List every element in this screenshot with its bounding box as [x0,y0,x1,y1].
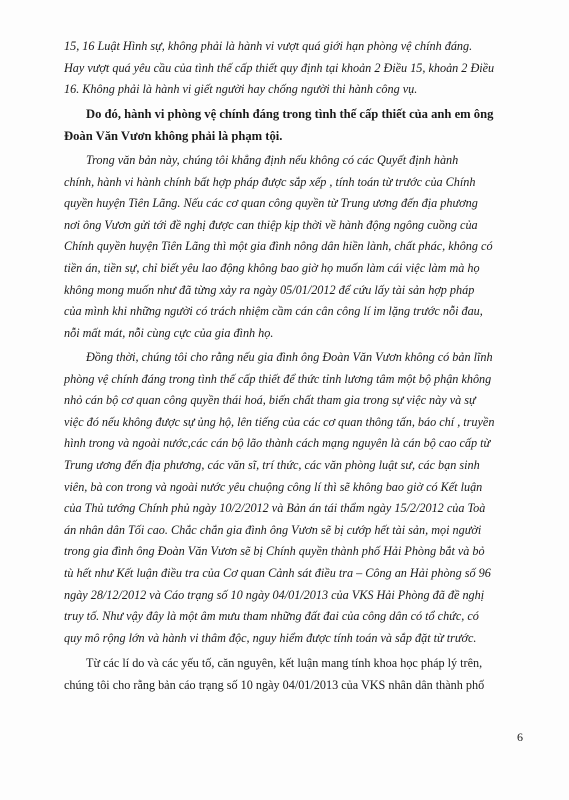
conclusion-statement [64,104,526,147]
text-line: tù hết như Kết luận điều tra của Cơ quan Cảnh sát điều tra – Công an Hải phòng số 96 [64,565,491,580]
paragraph-reasons [64,653,526,696]
text-line: truy tố. Như vậy đây là một âm mưu tham những đất đai của công dân có tổ chức, có [64,609,479,624]
text-line: chúng tôi cho rằng bản cáo trạng số 10 ngày 04/01/2013 của VKS nhân dân thành phố [64,677,485,692]
text-line: nơi ông Vươn gửi tới đề nghị được can thiệp kịp thời về hành động ngông cuồng của [64,217,478,232]
text-line: Trung ương đến địa phương, các văn sĩ, trí thức, các văn phòng luật sư, các bạn sinh [64,457,480,472]
text-line: việc đó nếu không được sự ủng hộ, lên tiếng của các cơ quan thông tấn, báo chí , truyền [64,414,495,429]
text-line: không mong muốn như đã từng xảy ra ngày 05/01/2012 để cứu lấy tài sản hợp pháp [64,282,475,297]
text-line: trong gia đình ông Đoàn Văn Vươn sẽ bị Chính quyền thành phố Hải Phòng bắt và bỏ [64,544,485,559]
text-line: của mình khi những người có trách nhiệm cầm cán cân công lí im lặng trước nỗi đau, [64,304,483,319]
text-line: 16. Không phải là hành vi giết người hay chống người thi hành công vụ. [64,82,418,97]
text-line: Đoàn Văn Vươn không phải là phạm tội. [64,128,283,143]
text-line: Đồng thời, chúng tôi cho rằng nếu gia đình ông Đoàn Văn Vươn không có bản lĩnh [86,350,493,364]
text-line: phòng vệ chính đáng trong tình thế cấp thiết để thức tỉnh lương tâm một bộ phận không [64,371,492,386]
text-line: viên, bà con trong và ngoài nước yêu chuộng công lí thì sẽ không bao giờ có Kết luận [64,479,483,494]
text-line: của Thủ tướng Chính phủ ngày 10/2/2012 và Bản án tái thẩm ngày 15/2/2012 của Toà [64,501,486,516]
page-number: 6 [517,730,523,744]
text-line: nhỏ cán bộ cơ quan công quyền thái hoá, biến chất tham gia trong sự việc này và sự [64,393,476,408]
block-article-reference [64,36,526,101]
text-line: Trong văn bản này, chúng tôi khẳng định nếu không có các Quyết định hành [86,153,459,167]
text-line: Do đó, hành vi phòng vệ chính đáng trong tình thế cấp thiết của anh em ông [86,107,494,121]
text-line: nỗi mất mát, nỗi cùng cực của gia đình họ. [64,325,274,340]
text-line: ngày 28/12/2012 và Cáo trạng số 10 ngày 04/01/2013 của VKS Hải Phòng đã đề nghị [64,587,485,602]
text-line: tiền án, tiền sự, chỉ biết yêu lao động không bao giờ họ muốn làm cái việc làm mà họ [64,260,480,275]
text-line: chính, hành vi hành chính bất hợp pháp được sắp xếp , tính toán từ trước của Chính [64,174,476,189]
text-line: quy mô rộng lớn và hành vi thâm độc, nguy hiểm được tính toán và sắp đặt từ trước. [64,630,477,645]
text-line: quyền huyện Tiên Lãng. Nếu các cơ quan công quyền từ Trung ương đến địa phương [64,196,478,211]
text-line: án nhân dân Tối cao. Chắc chắn gia đình ông Vươn sẽ bị cướp hết tài sản, mọi người [64,522,482,537]
text-line: Hay vượt quá yêu cầu của tình thế cấp thiết quy định tại khoản 2 Điều 15, khoản 2 Điều [64,60,495,75]
text-line: Chính quyền huyện Tiên Lãng thì một gia đình nông dân hiền lành, chất phác, không có [64,239,493,254]
text-line: hình trong và ngoài nước,các cán bộ lão thành cách mạng nguyên là cán bộ cao cấp từ [64,436,491,451]
paragraph-simultaneously [64,347,526,649]
text-line: Từ các lí do và các yếu tố, căn nguyên, kết luận mang tính khoa học pháp lý trên, [86,656,483,670]
text-line: 15, 16 Luật Hình sự, không phải là hành vi vượt quá giới hạn phòng vệ chính đáng. [64,39,473,53]
paragraph-affirmation [64,150,526,344]
